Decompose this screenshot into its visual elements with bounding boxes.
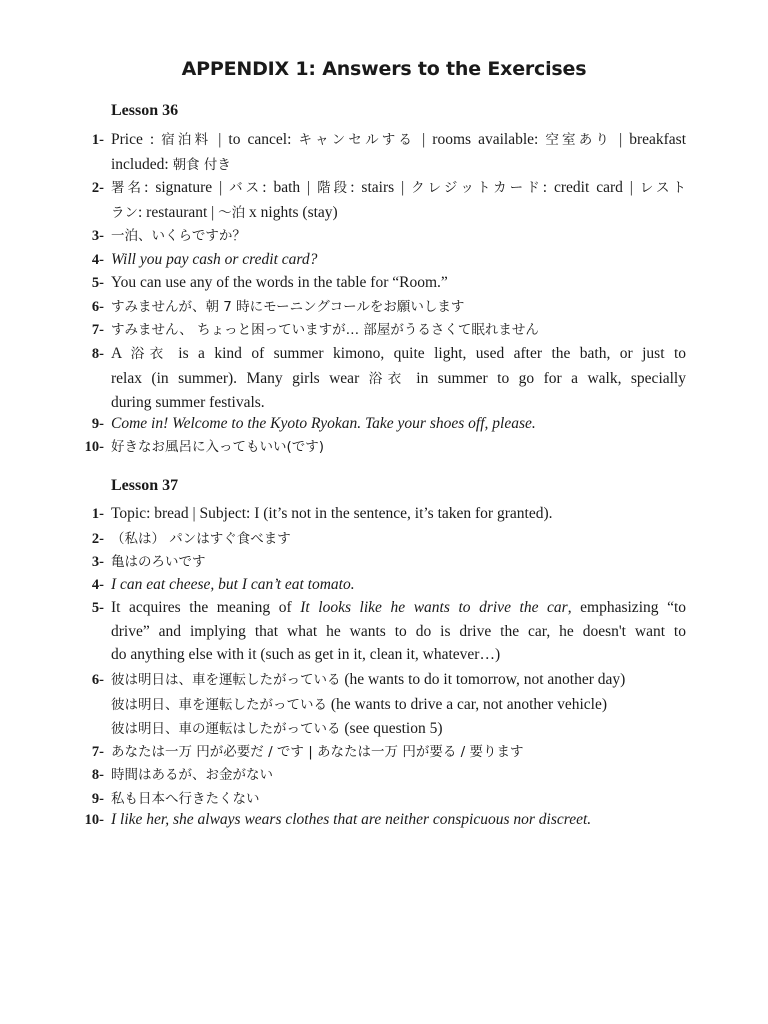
answer-line xyxy=(111,620,686,644)
answer-segment: | rooms available: xyxy=(415,131,546,148)
italic-text: I can eat cheese, but I can’t eat tomato. xyxy=(111,576,355,593)
japanese-text: 朝食 付き xyxy=(172,156,231,173)
answer-segment: x nights (stay) xyxy=(245,203,338,221)
answer-segment: included: xyxy=(111,155,173,173)
answer-line xyxy=(111,176,686,201)
answer-line xyxy=(111,550,686,575)
answer-number: 10- xyxy=(84,812,104,828)
answer-segment: relax (in summer). Many girls wear xyxy=(111,369,369,387)
answer-number: 8- xyxy=(91,346,104,362)
answer-number: 7- xyxy=(91,322,104,338)
japanese-text: 好きなお風呂に入ってもいい(です) xyxy=(111,439,325,455)
japanese-text: あなたは一万 円が必要だ / です | あなたは一万 円が要る / 要ります xyxy=(111,744,524,760)
answer-text xyxy=(111,573,686,597)
answer-line xyxy=(111,295,686,320)
italic-text: Will you pay cash or credit card? xyxy=(111,251,318,268)
answer-number: 6- xyxy=(91,299,104,315)
japanese-text: 浴衣 xyxy=(130,346,169,362)
answer-line xyxy=(111,596,686,620)
japanese-text: （私は） パンはすぐ食べます xyxy=(111,531,291,547)
answer-number: 4- xyxy=(91,252,104,268)
japanese-text: 彼は明日、車を運転したがっている xyxy=(111,696,327,713)
answer-line xyxy=(111,717,686,742)
answer-text xyxy=(111,668,686,742)
answer-line xyxy=(111,342,686,367)
japanese-text: 彼は明日は、車を運転したがっている xyxy=(111,672,341,688)
answer-segment: : credit card | xyxy=(542,179,640,196)
japanese-text: ラン xyxy=(111,204,138,221)
answer-segment: (he wants to do it tomorrow, not another day) xyxy=(340,671,626,688)
answer-line xyxy=(111,643,686,667)
japanese-text: 空室あり xyxy=(545,132,613,148)
answer-text xyxy=(111,224,686,249)
answer-number: 2- xyxy=(91,531,104,547)
answer-number: 1- xyxy=(91,506,104,522)
answer-segment: You can use any of the words in the table for “Room.” xyxy=(111,274,448,291)
answer-number: 6- xyxy=(91,672,104,688)
japanese-text: 階段 xyxy=(317,180,351,196)
answer-number: 9- xyxy=(91,416,104,432)
japanese-text: 亀はのろいです xyxy=(111,554,206,570)
answer-line xyxy=(111,502,686,526)
answer-number: 3- xyxy=(91,554,104,570)
lesson36-heading: Lesson 36 xyxy=(111,102,179,119)
answer-segment: : signature | xyxy=(144,179,230,196)
italic-text: I like her, she always wears clothes that are neither conspicuous nor discreet. xyxy=(111,811,592,828)
answer-text xyxy=(111,412,686,436)
answer-segment: It acquires the meaning of xyxy=(111,599,301,616)
answer-line xyxy=(111,224,686,249)
answer-number: 1- xyxy=(91,132,104,148)
answer-line xyxy=(111,367,686,392)
answer-text xyxy=(111,271,686,295)
answer-line xyxy=(111,763,686,788)
answer-line xyxy=(111,693,686,718)
italic-text: Come in! Welcome to the Kyoto Ryokan. Take your shoes off, please. xyxy=(111,415,536,432)
answer-segment: Price : xyxy=(111,131,162,148)
italic-text: It looks like he wants to drive the car xyxy=(300,599,568,616)
answer-segment: is a kind of summer kimono, quite light, used after the bath, or just to xyxy=(168,345,686,362)
answer-line xyxy=(111,318,686,343)
page-title: APPENDIX 1: Answers to the Exercises xyxy=(181,58,587,80)
answer-text xyxy=(111,527,686,552)
answer-text xyxy=(111,128,686,177)
japanese-text: 時間はあるが、お金がない xyxy=(111,767,273,783)
answer-line xyxy=(111,248,686,272)
japanese-text: すみません、 ちょっと困っていますが… 部屋がうるさくて眠れません xyxy=(111,322,539,338)
japanese-text: 宿泊料 xyxy=(161,132,212,148)
japanese-text: 署名 xyxy=(111,180,145,196)
answer-line xyxy=(111,271,686,295)
answer-text xyxy=(111,502,686,526)
answer-segment: | breakfast xyxy=(612,131,687,148)
answer-segment: (see question 5) xyxy=(340,720,443,737)
answer-segment: during summer festivals. xyxy=(111,394,265,411)
answer-text xyxy=(111,740,686,765)
answer-line xyxy=(111,668,686,693)
answer-segment: : stairs | xyxy=(350,179,412,196)
answer-number: 4- xyxy=(91,577,104,593)
answer-line xyxy=(111,128,686,153)
answer-text xyxy=(111,176,686,225)
answer-text xyxy=(111,763,686,788)
japanese-text: クレジットカード xyxy=(411,180,543,196)
answer-text xyxy=(111,342,686,415)
answer-segment: , emphasizing “to xyxy=(567,599,687,616)
answer-number: 2- xyxy=(91,180,104,196)
answer-segment: in summer to go for a walk, specially xyxy=(406,369,686,387)
answer-line xyxy=(111,391,686,415)
answer-line xyxy=(111,435,686,460)
answer-line xyxy=(111,740,686,765)
answer-text xyxy=(111,550,686,575)
answer-number: 8- xyxy=(91,767,104,783)
answer-segment: A xyxy=(111,345,131,362)
answer-line xyxy=(111,412,686,436)
answer-segment: | to cancel: xyxy=(211,131,299,148)
japanese-text: すみませんが、朝 7 時にモーニングコールをお願いします xyxy=(111,299,465,315)
answer-segment: : bath | xyxy=(262,179,318,196)
answer-segment: Topic: bread | Subject: I (it’s not in the sentence, it’s taken for granted). xyxy=(111,505,553,522)
answer-line xyxy=(111,573,686,597)
answer-text xyxy=(111,808,686,832)
answer-number: 5- xyxy=(91,275,104,291)
answer-line xyxy=(111,527,686,552)
japanese-text: 浴衣 xyxy=(368,370,407,387)
answer-number: 3- xyxy=(91,228,104,244)
answer-text xyxy=(111,295,686,320)
answer-number: 10- xyxy=(84,439,104,455)
answer-segment: : restaurant | xyxy=(138,203,219,221)
japanese-text: ～泊 xyxy=(218,204,246,221)
japanese-text: 彼は明日、車の運転はしたがっている xyxy=(111,721,341,737)
answer-number: 5- xyxy=(91,600,104,616)
japanese-text: レスト xyxy=(639,180,687,196)
answer-line xyxy=(111,808,686,832)
answer-segment: drive” and implying that what he wants to do is drive the car, he doesn't want to xyxy=(111,622,686,640)
lesson37-heading: Lesson 37 xyxy=(111,477,179,494)
japanese-text: キャンセルする xyxy=(298,132,416,148)
answer-segment: do anything else with it (such as get in it, clean it, whatever…) xyxy=(111,646,501,663)
japanese-text: 一泊、いくらですか？ xyxy=(111,228,246,244)
answer-text xyxy=(111,318,686,343)
answer-line xyxy=(111,153,686,178)
answer-number: 9- xyxy=(91,791,104,807)
answer-segment: (he wants to drive a car, not another vehicle) xyxy=(327,695,607,713)
answer-line xyxy=(111,201,686,226)
answer-number: 7- xyxy=(91,744,104,760)
answer-text xyxy=(111,596,686,667)
answer-text xyxy=(111,248,686,272)
answer-text xyxy=(111,435,686,460)
japanese-text: バス xyxy=(229,180,263,196)
japanese-text: 私も日本へ行きたくない xyxy=(111,791,260,807)
